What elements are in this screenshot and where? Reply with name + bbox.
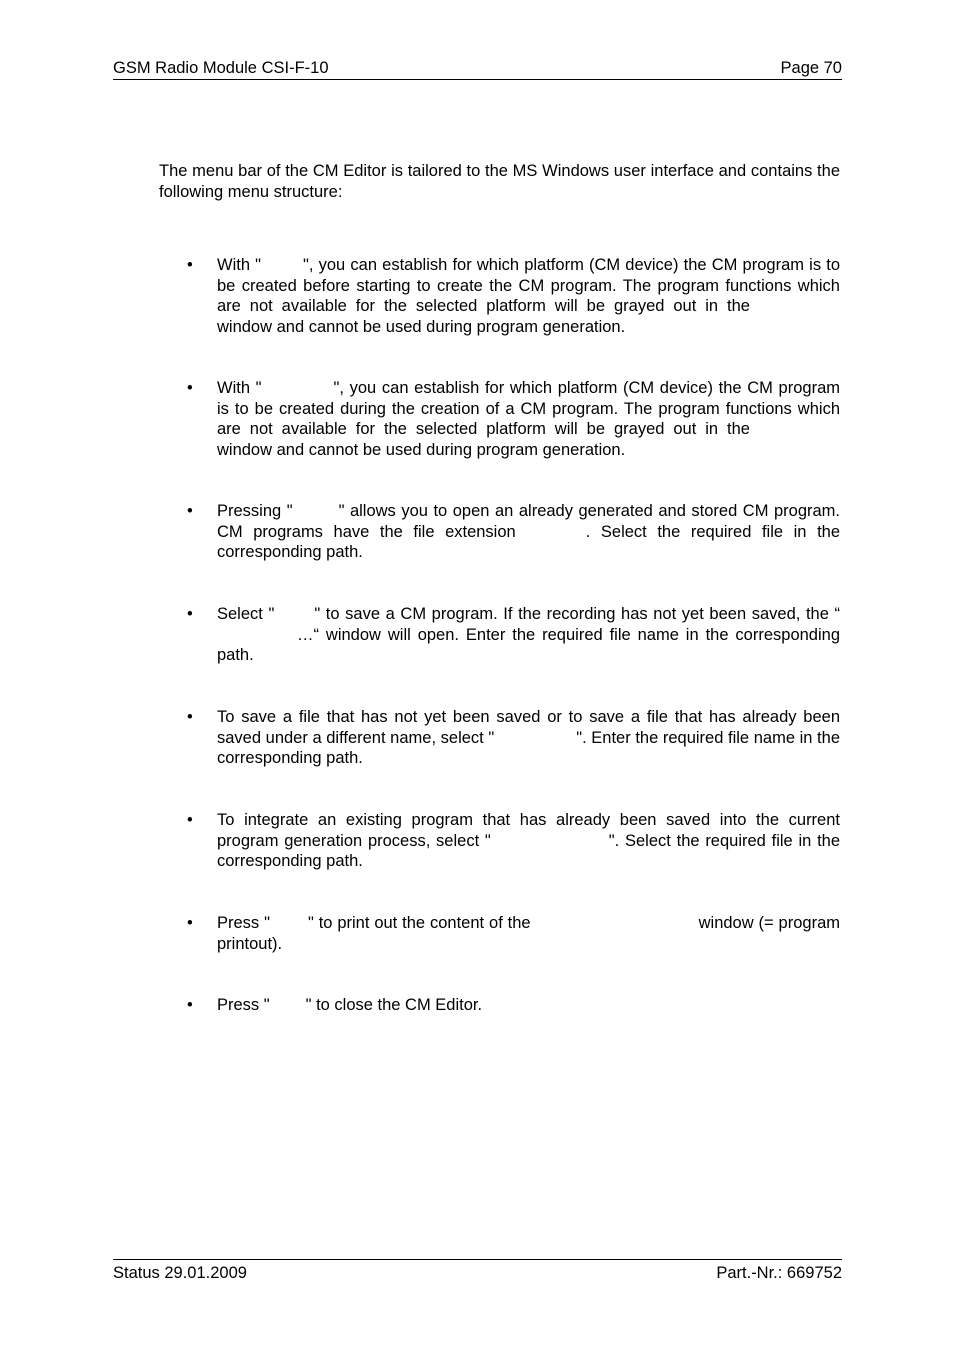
list-item [187, 604, 840, 666]
bullet: • [187, 996, 193, 1014]
list-item-text: With " ", you can establish for which platform (CM device) the CM program is to be created during the creation of a CM program. The program functions which are not available for the selected platform will be grayed out in thewindow and cannot be used during program generation. [217, 379, 840, 459]
list-item-text: Press " " to print out the content of the window (= program printout). [217, 914, 840, 953]
bullet: • [187, 605, 193, 623]
bullet: • [187, 811, 193, 829]
list-item [187, 995, 840, 1016]
list-item [187, 378, 840, 460]
list-item-text: To save a file that has not yet been saved or to save a file that has already been saved under a different name, select " ". Enter the required file name in the corresponding path. [217, 708, 840, 767]
bullet: • [187, 914, 193, 932]
list-item-text: Pressing " " allows you to open an already generated and stored CM program. CM programs have the file extension . Select the required file in the corresponding path. [217, 502, 841, 561]
intro-paragraph: The menu bar of the CM Editor is tailored to the MS Windows user interface and contains the following menu structure: [159, 162, 840, 201]
bullet: • [187, 502, 193, 520]
list-item [187, 810, 840, 872]
bullet: • [187, 708, 193, 726]
list-item [187, 501, 840, 563]
bullet: • [187, 379, 193, 397]
list-item-text: Select " " to save a CM program. If the recording has not yet been saved, the “…“ window will open. Enter the required file name in the corresponding path. [217, 605, 840, 664]
list-item-text: Press " " to close the CM Editor. [217, 996, 483, 1014]
list-item-text: To integrate an existing program that has already been saved into the current program generation process, select " ". Select the required file in the corresponding path. [217, 811, 841, 870]
list-item [187, 255, 840, 337]
part-number: Part.-Nr.: 669752 [716, 1264, 842, 1282]
page-number: Page 70 [780, 59, 842, 77]
list-item [187, 707, 840, 769]
status-date: Status 29.01.2009 [113, 1264, 247, 1282]
list-item [187, 913, 840, 954]
document-title: GSM Radio Module CSI-F-10 [113, 59, 329, 77]
list-item-text: With " ", you can establish for which platform (CM device) the CM program is to be created before starting to create the CM program. The program functions which are not available for the selected platform will be grayed out in thewindow and cannot be used during program generation. [217, 256, 840, 336]
page-header [113, 58, 842, 80]
page-footer [113, 1259, 842, 1287]
bullet: • [187, 256, 193, 274]
